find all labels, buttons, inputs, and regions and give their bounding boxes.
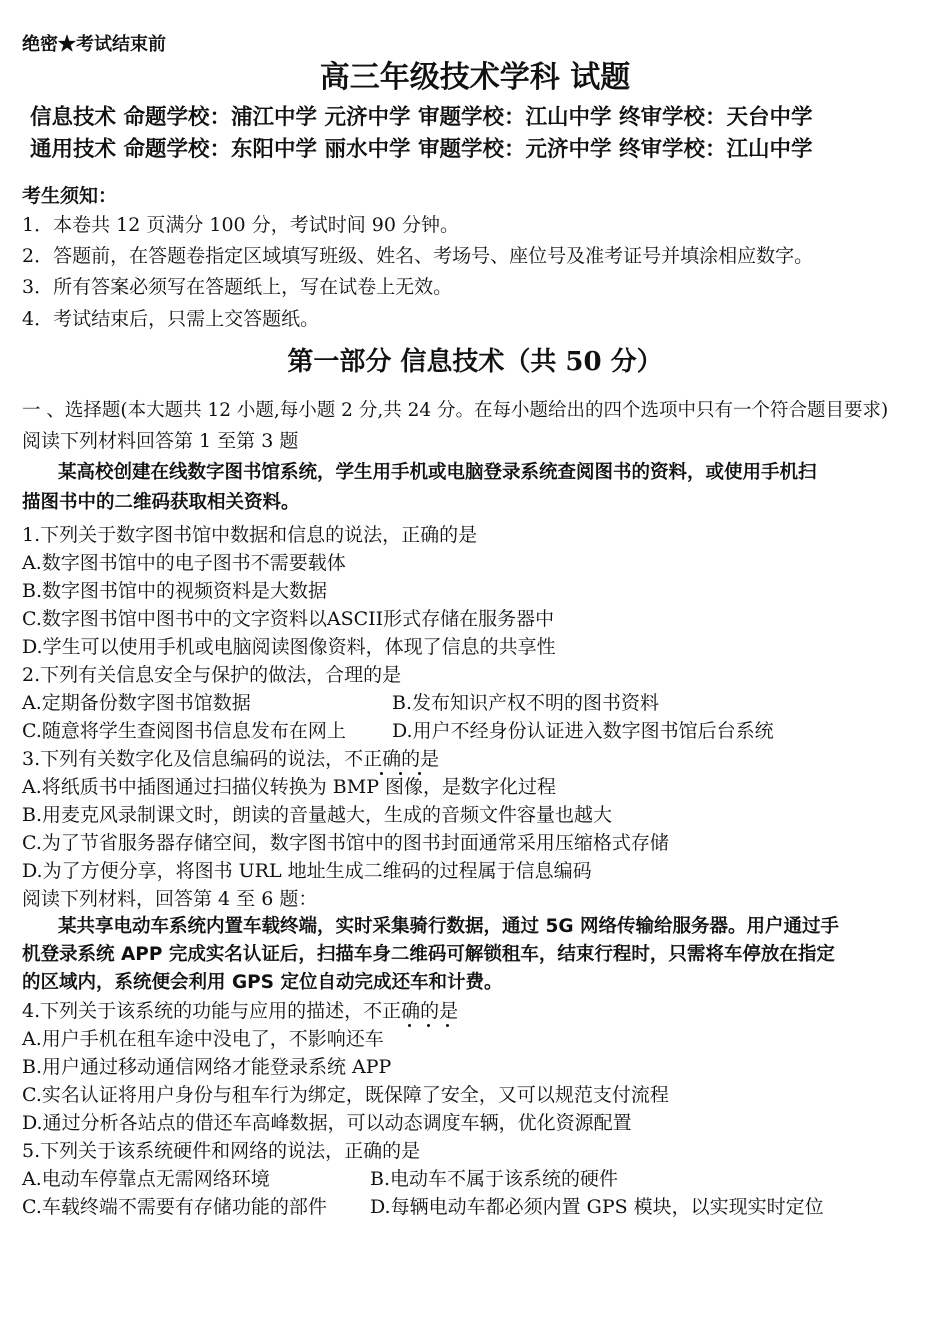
question-5-stem: 5.下列关于该系统硬件和网络的说法，正确的是 — [22, 1140, 421, 1162]
question-3-option-d: D.为了方便分享，将图书 URL 地址生成二维码的过程属于信息编码 — [22, 860, 592, 882]
section-heading: 一 、选择题(本大题共 12 小题,每小题 2 分,共 24 分。在每小题给出的四个选项中只有一个符合题目要求) — [22, 400, 889, 421]
material-2-line-3: 的区域内，系统便会利用 GPS 定位自动完成还车和计费。 — [22, 972, 503, 993]
question-3-stem: 3.下列有关数字化及信息编码的说法，不正确的是 — [22, 748, 440, 770]
notice-title: 考生须知： — [22, 185, 118, 207]
material-2-line-2: 机登录系统 APP 完成实名认证后，扫描车身二维码可解锁租车，结束行程时，只需将车停放在指定 — [22, 944, 835, 965]
material-1-line-1: 某高校创建在线数字图书馆系统，学生用手机或电脑登录系统查阅图书的资料，或使用手机扫 — [58, 462, 817, 483]
question-2-option-a: A.定期备份数字图书馆数据 — [22, 692, 251, 714]
question-1-option-d: D.学生可以使用手机或电脑阅读图像资料，体现了信息的共享性 — [22, 636, 556, 658]
question-4-option-d: D.通过分析各站点的借还车高峰数据，可以动态调度车辆，优化资源配置 — [22, 1112, 632, 1134]
header-row-general: 通用技术 命题学校：东阳中学 丽水中学 审题学校：元济中学 终审学校：江山中学 — [30, 137, 813, 162]
question-4-stem: 4.下列关于该系统的功能与应用的描述，不正确的是 — [22, 1000, 459, 1022]
material-1-line-2: 描图书中的二维码获取相关资料。 — [22, 492, 300, 513]
emphasis-dot — [446, 1024, 449, 1027]
question-1-stem: 1.下列关于数字图书馆中数据和信息的说法，正确的是 — [22, 524, 478, 546]
question-5-option-d: D.每辆电动车都必须内置 GPS 模块，以实现实时定位 — [370, 1196, 824, 1218]
notice-item-1: 1．本卷共 12 页满分 100 分，考试时间 90 分钟。 — [22, 214, 459, 236]
reading-instruction-1: 阅读下列材料回答第 1 至第 3 题 — [22, 430, 299, 452]
question-1-option-a: A.数字图书馆中的电子图书不需要载体 — [22, 552, 346, 574]
page-title: 高三年级技术学科 试题 — [319, 60, 631, 95]
question-5-option-c: C.车载终端不需要有存储功能的部件 — [22, 1196, 327, 1218]
question-2-option-d: D.用户不经身份认证进入数字图书馆后台系统 — [392, 720, 774, 742]
part-title: 第一部分 信息技术（共 50 分） — [287, 347, 663, 377]
notice-item-3: 3．所有答案必须写在答题纸上，写在试卷上无效。 — [22, 276, 453, 298]
question-1-option-c: C.数字图书馆中图书中的文字资料以ASCII形式存储在服务器中 — [22, 608, 555, 630]
question-4-option-b: B.用户通过移动通信网络才能登录系统 APP — [22, 1056, 392, 1078]
question-4-option-c: C.实名认证将用户身份与租车行为绑定，既保障了安全，又可以规范支付流程 — [22, 1084, 669, 1106]
question-1-option-b: B.数字图书馆中的视频资料是大数据 — [22, 580, 328, 602]
question-3-option-b: B.用麦克风录制课文时，朗读的音量越大，生成的音频文件容量也越大 — [22, 804, 613, 826]
emphasis-dot — [408, 1024, 411, 1027]
emphasis-dot — [427, 1024, 430, 1027]
material-2-line-1: 某共享电动车系统内置车载终端，实时采集骑行数据，通过 5G 网络传输给服务器。用户通过手 — [58, 916, 839, 937]
question-2-stem: 2.下列有关信息安全与保护的做法，合理的是 — [22, 664, 402, 686]
question-5-option-b: B.电动车不属于该系统的硬件 — [370, 1168, 619, 1190]
notice-item-4: 4．考试结束后，只需上交答题纸。 — [22, 308, 320, 330]
question-4-option-a: A.用户手机在租车途中没电了，不影响还车 — [22, 1028, 384, 1050]
question-3-option-a: A.将纸质书中插图通过扫描仪转换为 BMP 图像，是数字化过程 — [22, 776, 557, 798]
notice-item-2: 2．答题前，在答题卷指定区域填写班级、姓名、考场号、座位号及准考证号并填涂相应数字。 — [22, 245, 814, 267]
secret-label: 绝密★考试结束前 — [22, 34, 166, 55]
question-3-option-c: C.为了节省服务器存储空间，数字图书馆中的图书封面通常采用压缩格式存储 — [22, 832, 669, 854]
reading-instruction-2: 阅读下列材料，回答第 4 至 6 题： — [22, 888, 318, 910]
question-5-option-a: A.电动车停靠点无需网络环境 — [22, 1168, 270, 1190]
question-2-option-c: C.随意将学生查阅图书信息发布在网上 — [22, 720, 346, 742]
question-2-option-b: B.发布知识产权不明的图书资料 — [392, 692, 660, 714]
header-row-info: 信息技术 命题学校：浦江中学 元济中学 审题学校：江山中学 终审学校：天台中学 — [30, 105, 813, 130]
